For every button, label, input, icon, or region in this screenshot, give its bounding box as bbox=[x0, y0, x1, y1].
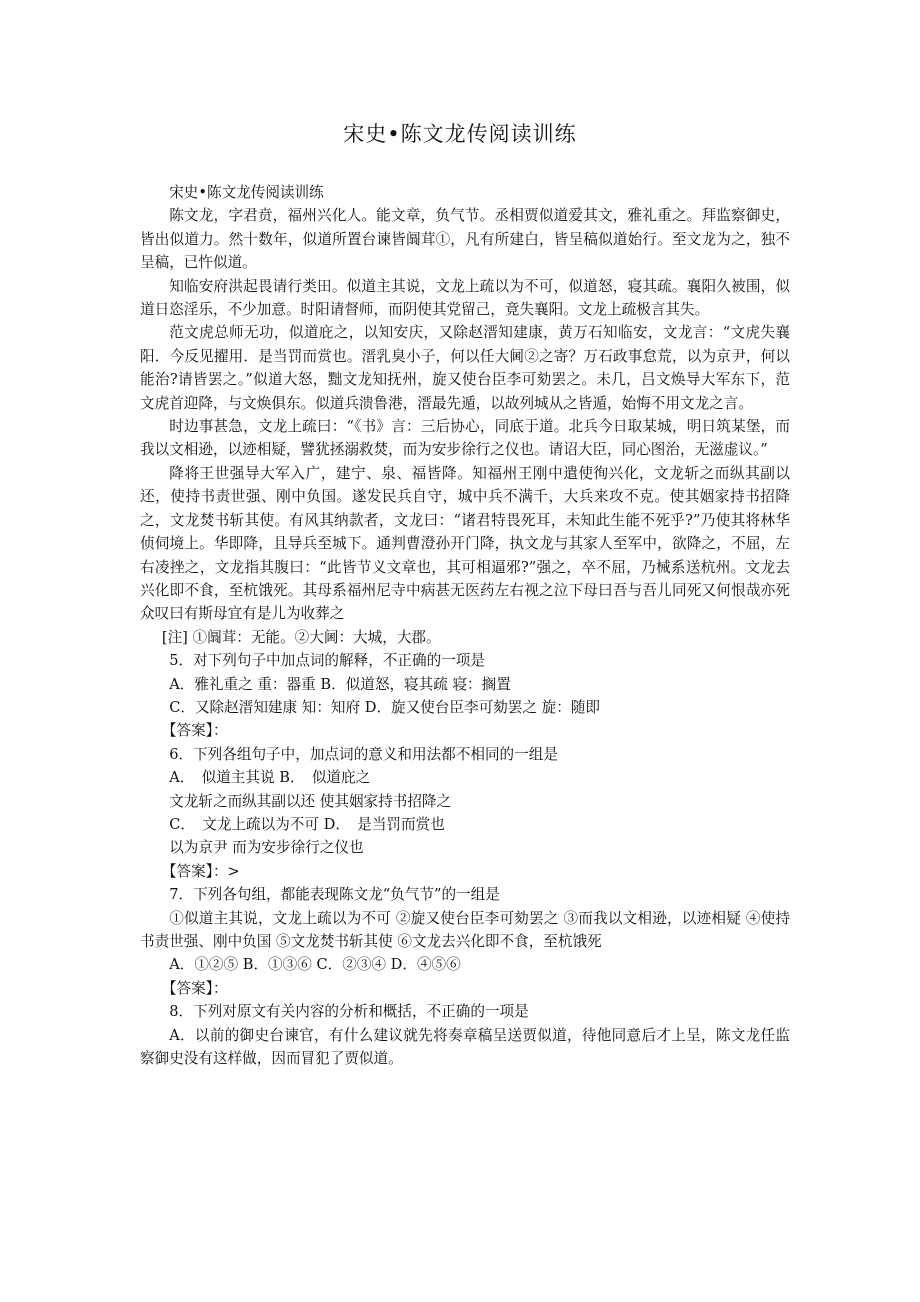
document-body bbox=[140, 181, 790, 1070]
repeated-title-paragraph: 宋史•陈文龙传阅读训练 bbox=[169, 184, 324, 201]
question-5-answer: 【答案】： bbox=[161, 722, 228, 740]
question-8-option-a: A．以前的御史台谏官，有什么建议就先将奏章稿呈送贾似道，待他同意后才上呈，陈文龙任监察御史没有这样做，因而冒犯了贾似道。 bbox=[140, 1026, 790, 1068]
question-6-options-cd-line2: 以为京尹 而为安步徐行之仪也 bbox=[169, 839, 364, 857]
passage-paragraph-4: 时边事甚急，文龙上疏曰：“《书》言：三后协心，同底于道。北兵今日取某城，明日筑某堡，而我以文相逊，以迹相疑，譬犹拯溺救焚，而为安步徐行之仪也。请诏大臣，同心图治，无滋虚议。” bbox=[140, 418, 790, 459]
question-5-options-cd: C．又除赵溍知建康 知：知府 D．旋又使台臣李可劾罢之 旋：随即 bbox=[169, 698, 601, 716]
question-5-stem: 5．对下列句子中加点词的解释，不正确的一项是 bbox=[169, 652, 485, 670]
passage-paragraph-1: 陈文龙，字君贲，福州兴化人。能文章，负气节。丞相贾似道爱其文，雅礼重之。拜监察御史，皆出似道力。然十数年，似道所置台谏皆阘茸①，凡有所建白，皆呈稿似道始行。至文龙为之，独不呈稿，已忤似道。 bbox=[140, 207, 790, 272]
question-6-options-ab-line2: 文龙斩之而纵其副以还 使其姻家持书招降之 bbox=[169, 792, 452, 810]
passage-paragraph-2: 知临安府洪起畏请行类田。似道主其说，文龙上疏以为不可，似道怒，寝其疏。襄阳久被围，似道日恣淫乐，不少加意。时阳请督师，而阴使其党留己，竟失襄阳。文龙上疏极言其失。 bbox=[140, 277, 790, 319]
question-6-stem: 6．下列各组句子中，加点词的意义和用法都不相同的一组是 bbox=[169, 745, 558, 763]
question-6-options-cd: C． 文龙上疏以为不可 D． 是当罚而赏也 bbox=[169, 815, 445, 833]
document-title: 宋史•陈文龙传阅读训练 bbox=[343, 122, 577, 146]
question-8-stem: 8．下列对原文有关内容的分析和概括，不正确的一项是 bbox=[169, 1003, 529, 1021]
question-7-options: A．①②⑤ B．①③⑥ C．②③④ D．④⑤⑥ bbox=[169, 956, 461, 974]
annotation-note: [注] ①阘茸：无能。②大阃：大城，大郡。 bbox=[161, 628, 441, 646]
passage-paragraph-3: 范文虎总师无功，似道庇之，以知安庆，又除赵溍知建康，黄万石知临安，文龙言：“文虎失襄阳．今反见擢用．是当罚而赏也。溍乳臭小子，何以任大阃②之寄？万石政事怠荒，以为京尹，何以能治?请皆罢之。”似道大怒，黜文龙知抚州，旋又使台臣李可劾罢之。未几，吕文焕导大军东下，范文虎首迎降，与文焕俱东。似道兵溃鲁港，溍最先遁，以故列城从之皆遁，始悔不用文龙之言。 bbox=[140, 324, 790, 412]
question-5-options-ab: A．雅礼重之 重：器重 B．似道怒，寝其疏 寝：搁置 bbox=[169, 675, 511, 693]
question-7-answer: 【答案】： bbox=[161, 979, 228, 997]
question-7-items: ①似道主其说，文龙上疏以为不可 ②旋又使台臣李可劾罢之 ③而我以文相逊，以迹相疑 ④使持书责世强、刚中负国 ⑤文龙焚书斩其使 ⑥文龙去兴化即不食，至杭饿死 bbox=[140, 909, 790, 950]
question-7-stem: 7．下列各句组，都能表现陈文龙“负气节”的一组是 bbox=[169, 886, 500, 904]
question-6-answer: 【答案】：> bbox=[161, 862, 240, 880]
passage-paragraph-5: 降将王世强导大军入广，建宁、泉、福皆降。知福州王刚中遣使徇兴化，文龙斩之而纵其副以还，使持书责世强、刚中负国。遂发民兵自守，城中兵不满千，大兵来攻不克。使其姻家持书招降之，文龙焚书斩其使。有风其纳款者，文龙曰：“诸君特畏死耳，未知此生能不死乎?”乃使其将林华侦伺境上。华即降，且导兵至城下。通判曹澄孙开门降，执文龙与其家人至军中，欲降之，不屈，左右凌挫之，文龙指其腹曰：“此皆节义文章也，其可相逼邪?”强之，卒不屈，乃械系送杭州。文龙去兴化即不食，至杭饿死。其母系福州尼寺中病甚无医药左右视之泣下母曰吾与吾儿同死又何恨哉亦死众叹曰有斯母宜有是儿为收葬之 bbox=[140, 464, 790, 623]
question-6-options-ab: A． 似道主其说 B． 似道庇之 bbox=[169, 769, 371, 787]
